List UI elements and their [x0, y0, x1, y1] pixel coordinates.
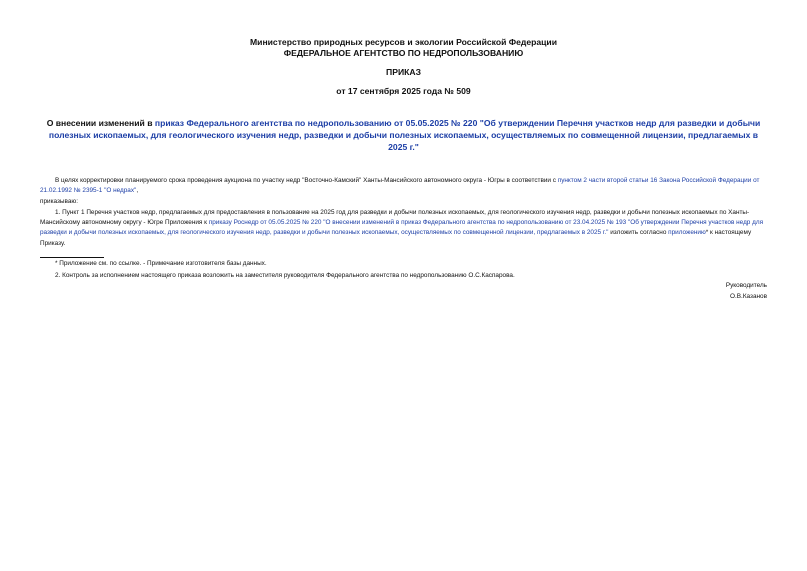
signature-position: Руководитель	[725, 282, 767, 289]
order-220-link[interactable]: приказу Роснедр от 05.05.2025 № 220 "О внесении изменений в приказ Федерального агентства по недропользованию от 23.04.2025 № 193 "Об утверждении Перечня участков недр для разведки и добычи полезных ископаемых, для геологического изучения недр, разведки и добычи полезных ископаемых, осуществляемых по совмещенной лицензии, предлагаемых в 2025 г."	[40, 219, 764, 237]
item-1-paragraph	[40, 208, 770, 249]
title-prefix: О внесении изменений в	[46, 118, 155, 128]
order-word: приказываю:	[40, 198, 78, 205]
preamble-paragraph	[40, 176, 770, 196]
agency-name: ФЕДЕРАЛЬНОЕ АГЕНТСТВО ПО НЕДРОПОЛЬЗОВАНИЮ	[283, 48, 524, 58]
item-2-paragraph: 2. Контроль за исполнением настоящего приказа возложить на заместителя руководителя Федерального агентства по недропользованию О.С.Каспарова.	[55, 272, 515, 279]
signature-name: О.В.Казанов	[730, 293, 767, 300]
item-1-text-3: * к настоящему Приказу.	[40, 229, 752, 247]
item-1-text-2: изложить согласно	[608, 229, 669, 237]
appendix-link[interactable]: приложению	[668, 229, 706, 237]
law-reference-link[interactable]: пунктом 2 части второй статьи 16 Закона Российской Федерации от 21.02.1992 № 2395-1 "О недрах"	[40, 177, 760, 195]
document-date: от 17 сентября 2025 года № 509	[336, 86, 471, 96]
title-order-link[interactable]: приказ Федерального агентства по недропользованию от 05.05.2025 № 220 "Об утверждении Перечня участков недр для разведки и добычи полезных ископаемых, для геологического изучения недр, разведки и добычи полезных ископаемых, осуществляемых по совмещенной лицензии, предлагаемых в 2025 г."	[48, 118, 761, 152]
document-type: ПРИКАЗ	[386, 67, 421, 77]
preamble-text: В целях корректировки планируемого срока проведения аукциона по участку недр "Восточно-Камский" Ханты-Мансийского автономного округа - Югры в соответствии с	[55, 177, 558, 184]
footnote: * Приложение см. по ссылке. - Примечание изготовителя базы данных.	[55, 260, 267, 267]
footnote-separator	[40, 257, 104, 258]
item-1-text: 1. Пункт 1 Перечня участков недр, предлагаемых для предоставления в пользование на 2025 год для разведки и добычи полезных ископаемых, для геологического изучения недр, разведки и добычи полезных ископаемых по Ханты-Мансийскому автономному округу - Югре Приложения к	[40, 209, 750, 227]
document-title	[40, 117, 767, 153]
preamble-suffix: ,	[136, 187, 139, 195]
ministry-name: Министерство природных ресурсов и экологии Российской Федерации	[250, 37, 557, 47]
